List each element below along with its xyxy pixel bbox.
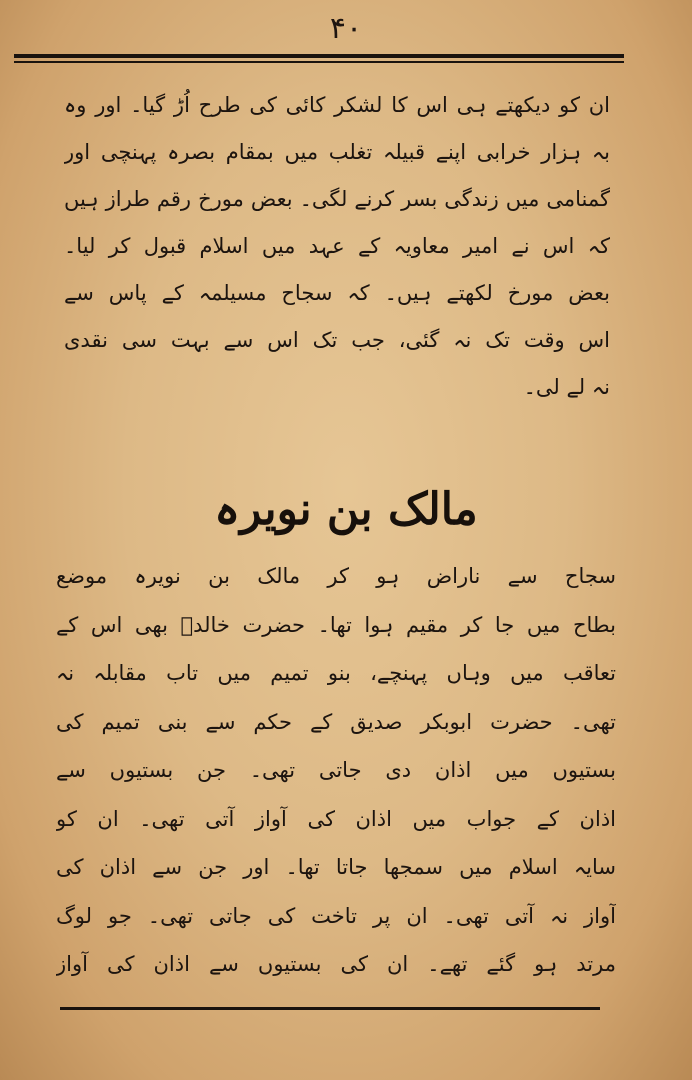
text-line: ان کو دیکھتے ہی اس کا لشکر کائی کی طرح اُڑ گیا۔ اور وہ xyxy=(64,93,610,117)
page-number: ۴۰ xyxy=(329,11,363,46)
text-line: نہ لے لی۔ xyxy=(523,375,610,399)
text-line: اس وقت تک نہ گئی، جب تک اس سے بہت سی نقدی xyxy=(64,328,610,352)
paragraph-continuation xyxy=(64,82,610,411)
text-line: اذان کے جواب میں اذان کی آواز آتی تھی۔ ان کو xyxy=(56,806,616,831)
paragraph-malik-bin-nuwayrah xyxy=(56,552,616,989)
text-line: بستیوں میں اذان دی جاتی تھی۔ جن بستیوں سے xyxy=(56,758,616,782)
text-line: آواز نہ آتی تھی۔ ان پر تاخت کی جاتی تھی۔ جو لوگ xyxy=(56,903,616,928)
text-line: تھی۔ حضرت ابوبکر صدیق کے حکم سے بنی تمیم کی xyxy=(56,709,616,734)
header-rule xyxy=(14,54,624,58)
text-line: مرتد ہو گئے تھے۔ ان کی بستیوں سے اذان کی آواز xyxy=(56,952,616,976)
text-line: سجاح سے ناراض ہو کر مالک بن نویرہ موضع xyxy=(56,564,616,588)
text-line: بطاح میں جا کر مقیم ہوا تھا۔ حضرت خالدؓ بھی اس کے xyxy=(56,612,616,637)
header-rule-thin xyxy=(14,61,624,63)
text-line: بہ ہزار خرابی اپنے قبیلہ تغلب میں بمقام بصرہ پہنچی اور xyxy=(64,140,610,164)
text-line: گمنامی میں زندگی بسر کرنے لگی۔ بعض مورخ رقم طراز ہیں xyxy=(64,187,610,211)
text-line: کہ اس نے امیر معاویہ کے عہد میں اسلام قبول کر لیا۔ xyxy=(64,234,610,258)
text-line: تعاقب میں وہاں پہنچے، بنو تمیم میں تاب مقابلہ نہ xyxy=(56,661,616,685)
text-line: بعض مورخ لکھتے ہیں۔ کہ سجاح مسیلمہ کے پاس سے xyxy=(64,281,610,305)
footer-rule xyxy=(60,1007,600,1010)
section-heading: مالک بن نویرہ xyxy=(214,484,478,535)
text-line: سایہ اسلام میں سمجھا جاتا تھا۔ اور جن سے اذان کی xyxy=(56,855,616,879)
